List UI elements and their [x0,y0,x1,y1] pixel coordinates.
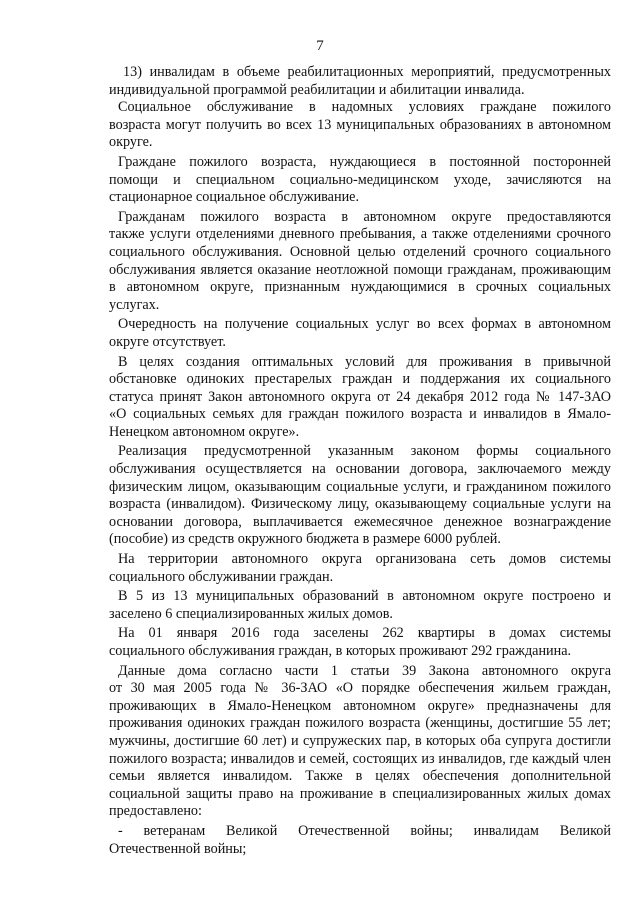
text-line: физическим лицом, оказывающим социальные услуги, и гражданином пожилого [109,478,611,495]
text-line: обслуживания осуществляется на основании договора, заключаемого между [109,461,611,478]
text-line: На 01 января 2016 года заселены 262 квартиры в домах системы [118,625,611,642]
text-line: В целях создания оптимальных условий для проживания в привычной [118,353,611,370]
text-line: социального обслуживания. Основной целью отделений срочного социального [109,243,611,260]
text-line: помощи и специальном социально-медицинском уходе, зачисляются на [109,171,611,188]
text-line: обстановке одиноких престарелых граждан и поддержания их социального [109,371,611,388]
text-line: семьи является инвалидом. Также в целях обеспечения дополнительной [109,768,611,785]
text-line: социального обслуживания граждан, в которых проживают 292 гражданина. [109,643,572,659]
text-line: предоставлено: [109,803,202,820]
text-line: - ветеранам Великой Отечественной войны; инвалидам Великой [118,822,611,839]
text-line: Отечественной войны; [109,840,247,857]
text-line: На территории автономного округа организована сеть домов системы [118,551,611,568]
text-line: основании договора, выплачивается ежемесячное денежное вознаграждение [109,513,611,530]
text-line: возраста могут получить во всех 13 муниципальных образованиях в автономном [109,116,611,133]
text-line: от 30 мая 2005 года № 36-ЗАО «О порядке обеспечения жильем граждан, [109,680,611,697]
text-line: социальной защиты право на проживание в специализированных жилых домах [109,785,611,802]
text-line: Гражданам пожилого возраста в автономном округе предоставляются [118,208,611,225]
text-line: Очередность на получение социальных услуг во всех формах в автономном [118,316,611,333]
text-line: стационарное социальное обслуживание. [109,189,360,206]
text-line: проживания одиноких граждан пожилого возраста (женщины, достигшие 55 лет; [109,715,611,732]
text-line: индивидуальной программой реабилитации и абилитации инвалида. [109,81,525,98]
text-line: статуса принят Закон автономного округа от 24 декабря 2012 года № 147-ЗАО [109,388,611,405]
text-line: услугах. [109,296,160,313]
text-line: Ненецком автономном округе». [109,423,300,440]
text-line: Данные дома согласно части 1 статьи 39 Закона автономного округа [118,662,611,679]
text-line: обслуживания является оказание неотложной помощи гражданам, проживающим [109,261,611,278]
text-line: округе отсутствует. [109,333,226,350]
text-line: Социальное обслуживание в надомных условиях граждане пожилого [118,99,611,116]
text-line: заселено 6 специализированных жилых домов. [109,605,393,622]
text-line: 13) инвалидам в объеме реабилитационных мероприятий, предусмотренных [123,64,611,80]
text-line: Граждане пожилого возраста, нуждающиеся в постоянной посторонней [118,153,611,170]
text-line: в автономном округе, признанным нуждающимися в срочных социальных [109,279,611,296]
text-line: также услуги отделениями дневного пребывания, а также отделениями срочного [109,226,611,243]
page-number: 7 [316,38,324,54]
text-line: возраста (инвалидом). Физическому лицу, оказывающему социальные услуги на [109,496,611,513]
text-line: Реализация предусмотренной указанным законом формы социального [118,443,611,460]
text-line: пожилого возраста; инвалидов и семей, состоящих из инвалидов, где каждый член [109,750,611,767]
text-line: округе. [109,134,153,151]
body-text [109,64,611,858]
text-line: проживающих в Ямало-Ненецком автономном округе» предназначены для [109,697,611,714]
text-line: В 5 из 13 муниципальных образований в автономном округе построено и [118,588,611,605]
text-line: мужчины, достигшие 60 лет) и супружеских пар, в которых оба супруга достигли [109,732,611,749]
text-line: (пособие) из средств окружного бюджета в размере 6000 рублей. [109,531,501,548]
text-line: социального обслуживании граждан. [109,568,334,585]
text-line: «О социальных семьях для граждан пожилого возраста и инвалидов в Ямало- [109,406,611,423]
